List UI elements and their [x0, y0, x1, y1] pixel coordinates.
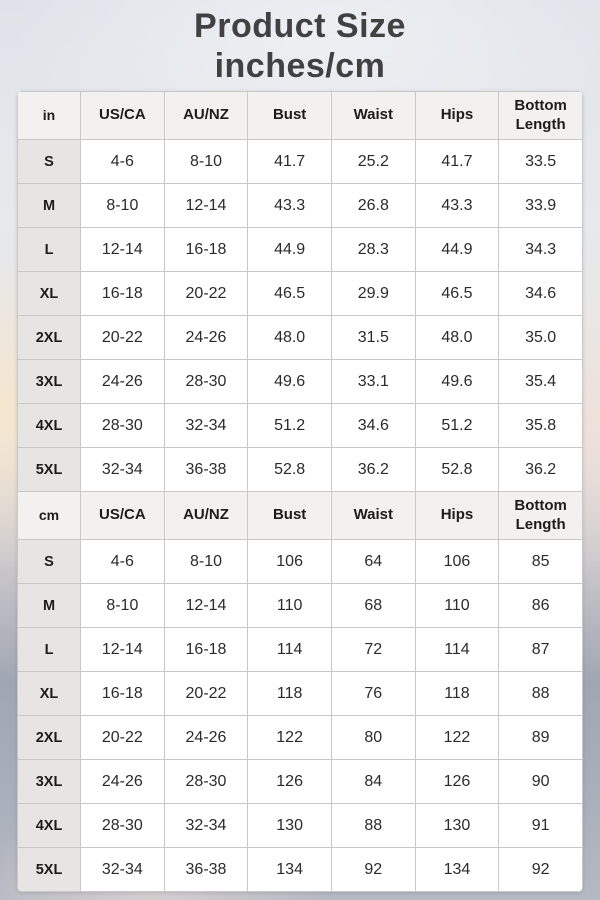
- measurement-cell: 8-10: [81, 184, 165, 228]
- measurement-cell: 12-14: [81, 228, 165, 272]
- measurement-cell: 20-22: [164, 672, 248, 716]
- measurement-cell: 26.8: [331, 184, 415, 228]
- measurement-cell: 24-26: [81, 760, 165, 804]
- column-header-cell: Waist: [331, 492, 415, 540]
- measurement-cell: 20-22: [81, 316, 165, 360]
- measurement-cell: 51.2: [248, 404, 332, 448]
- measurement-cell: 52.8: [248, 448, 332, 492]
- measurement-cell: 8-10: [81, 584, 165, 628]
- size-label-cell: S: [18, 540, 81, 584]
- measurement-cell: 43.3: [248, 184, 332, 228]
- measurement-cell: 34.3: [499, 228, 583, 272]
- measurement-cell: 106: [415, 540, 499, 584]
- size-row: [18, 404, 583, 448]
- size-label-cell: 5XL: [18, 448, 81, 492]
- measurement-cell: 85: [499, 540, 583, 584]
- measurement-cell: 35.0: [499, 316, 583, 360]
- size-row: [18, 184, 583, 228]
- measurement-cell: 122: [415, 716, 499, 760]
- size-row: [18, 316, 583, 360]
- size-row: [18, 228, 583, 272]
- measurement-cell: 36.2: [331, 448, 415, 492]
- size-row: [18, 672, 583, 716]
- measurement-cell: 12-14: [164, 584, 248, 628]
- unit-header-cell: in: [18, 92, 81, 140]
- page-title-line-1: Product Size: [194, 7, 406, 45]
- measurement-cell: 20-22: [164, 272, 248, 316]
- header-row-cm: [18, 492, 583, 540]
- size-row: [18, 448, 583, 492]
- measurement-cell: 126: [248, 760, 332, 804]
- measurement-cell: 86: [499, 584, 583, 628]
- size-label-cell: 4XL: [18, 404, 81, 448]
- measurement-cell: 16-18: [81, 272, 165, 316]
- column-header-cell: US/CA: [81, 92, 165, 140]
- measurement-cell: 118: [415, 672, 499, 716]
- measurement-cell: 36-38: [164, 448, 248, 492]
- measurement-cell: 24-26: [164, 316, 248, 360]
- measurement-cell: 48.0: [415, 316, 499, 360]
- size-row: [18, 272, 583, 316]
- measurement-cell: 36.2: [499, 448, 583, 492]
- measurement-cell: 80: [331, 716, 415, 760]
- size-label-cell: L: [18, 628, 81, 672]
- measurement-cell: 52.8: [415, 448, 499, 492]
- measurement-cell: 33.5: [499, 140, 583, 184]
- column-header-cell: AU/NZ: [164, 492, 248, 540]
- measurement-cell: 28-30: [164, 360, 248, 404]
- measurement-cell: 41.7: [415, 140, 499, 184]
- size-label-cell: 4XL: [18, 804, 81, 848]
- measurement-cell: 48.0: [248, 316, 332, 360]
- measurement-cell: 35.4: [499, 360, 583, 404]
- size-label-cell: 2XL: [18, 316, 81, 360]
- measurement-cell: 64: [331, 540, 415, 584]
- measurement-cell: 28-30: [81, 404, 165, 448]
- size-label-cell: XL: [18, 272, 81, 316]
- measurement-cell: 122: [248, 716, 332, 760]
- measurement-cell: 106: [248, 540, 332, 584]
- size-label-cell: M: [18, 184, 81, 228]
- size-label-cell: XL: [18, 672, 81, 716]
- size-row: [18, 140, 583, 184]
- measurement-cell: 44.9: [415, 228, 499, 272]
- measurement-cell: 91: [499, 804, 583, 848]
- measurement-cell: 16-18: [164, 228, 248, 272]
- measurement-cell: 118: [248, 672, 332, 716]
- measurement-cell: 32-34: [164, 804, 248, 848]
- measurement-cell: 51.2: [415, 404, 499, 448]
- page-title-line-2: inches/cm: [214, 47, 386, 86]
- measurement-cell: 20-22: [81, 716, 165, 760]
- measurement-cell: 114: [415, 628, 499, 672]
- measurement-cell: 110: [248, 584, 332, 628]
- measurement-cell: 87: [499, 628, 583, 672]
- measurement-cell: 24-26: [164, 716, 248, 760]
- measurement-cell: 24-26: [81, 360, 165, 404]
- column-header-cell: Bottom Length: [499, 492, 583, 540]
- measurement-cell: 46.5: [248, 272, 332, 316]
- column-header-cell: Waist: [331, 92, 415, 140]
- size-label-cell: S: [18, 140, 81, 184]
- column-header-cell: Hips: [415, 492, 499, 540]
- size-label-cell: 5XL: [18, 848, 81, 892]
- size-label-cell: M: [18, 584, 81, 628]
- size-row: [18, 360, 583, 404]
- column-header-cell: Bottom Length: [499, 92, 583, 140]
- size-row: [18, 540, 583, 584]
- measurement-cell: 88: [499, 672, 583, 716]
- measurement-cell: 35.8: [499, 404, 583, 448]
- page-title: [0, 6, 600, 86]
- measurement-cell: 126: [415, 760, 499, 804]
- measurement-cell: 33.9: [499, 184, 583, 228]
- measurement-cell: 44.9: [248, 228, 332, 272]
- header-row-in: [18, 92, 583, 140]
- column-header-cell: Bust: [248, 492, 332, 540]
- size-row: [18, 804, 583, 848]
- measurement-cell: 130: [248, 804, 332, 848]
- measurement-cell: 31.5: [331, 316, 415, 360]
- measurement-cell: 134: [248, 848, 332, 892]
- column-header-cell: US/CA: [81, 492, 165, 540]
- size-row: [18, 584, 583, 628]
- size-label-cell: 3XL: [18, 360, 81, 404]
- measurement-cell: 49.6: [415, 360, 499, 404]
- size-row: [18, 628, 583, 672]
- measurement-cell: 25.2: [331, 140, 415, 184]
- measurement-cell: 29.9: [331, 272, 415, 316]
- measurement-cell: 76: [331, 672, 415, 716]
- measurement-cell: 4-6: [81, 140, 165, 184]
- column-header-cell: AU/NZ: [164, 92, 248, 140]
- size-chart-table: [17, 91, 583, 892]
- measurement-cell: 28-30: [164, 760, 248, 804]
- measurement-cell: 34.6: [331, 404, 415, 448]
- size-row: [18, 760, 583, 804]
- measurement-cell: 43.3: [415, 184, 499, 228]
- measurement-cell: 46.5: [415, 272, 499, 316]
- measurement-cell: 92: [499, 848, 583, 892]
- measurement-cell: 34.6: [499, 272, 583, 316]
- measurement-cell: 92: [331, 848, 415, 892]
- measurement-cell: 33.1: [331, 360, 415, 404]
- size-chart-body: [18, 92, 583, 892]
- size-label-cell: 3XL: [18, 760, 81, 804]
- measurement-cell: 134: [415, 848, 499, 892]
- measurement-cell: 68: [331, 584, 415, 628]
- measurement-cell: 32-34: [164, 404, 248, 448]
- size-row: [18, 848, 583, 892]
- measurement-cell: 16-18: [164, 628, 248, 672]
- column-header-cell: Bust: [248, 92, 332, 140]
- unit-header-cell: cm: [18, 492, 81, 540]
- measurement-cell: 84: [331, 760, 415, 804]
- measurement-cell: 110: [415, 584, 499, 628]
- measurement-cell: 8-10: [164, 540, 248, 584]
- measurement-cell: 12-14: [164, 184, 248, 228]
- measurement-cell: 89: [499, 716, 583, 760]
- measurement-cell: 114: [248, 628, 332, 672]
- size-label-cell: 2XL: [18, 716, 81, 760]
- column-header-cell: Hips: [415, 92, 499, 140]
- measurement-cell: 41.7: [248, 140, 332, 184]
- size-row: [18, 716, 583, 760]
- measurement-cell: 4-6: [81, 540, 165, 584]
- measurement-cell: 72: [331, 628, 415, 672]
- measurement-cell: 130: [415, 804, 499, 848]
- measurement-cell: 12-14: [81, 628, 165, 672]
- measurement-cell: 16-18: [81, 672, 165, 716]
- measurement-cell: 32-34: [81, 448, 165, 492]
- measurement-cell: 88: [331, 804, 415, 848]
- measurement-cell: 32-34: [81, 848, 165, 892]
- measurement-cell: 28.3: [331, 228, 415, 272]
- size-label-cell: L: [18, 228, 81, 272]
- measurement-cell: 49.6: [248, 360, 332, 404]
- measurement-cell: 36-38: [164, 848, 248, 892]
- measurement-cell: 90: [499, 760, 583, 804]
- size-chart: [17, 91, 583, 892]
- measurement-cell: 28-30: [81, 804, 165, 848]
- measurement-cell: 8-10: [164, 140, 248, 184]
